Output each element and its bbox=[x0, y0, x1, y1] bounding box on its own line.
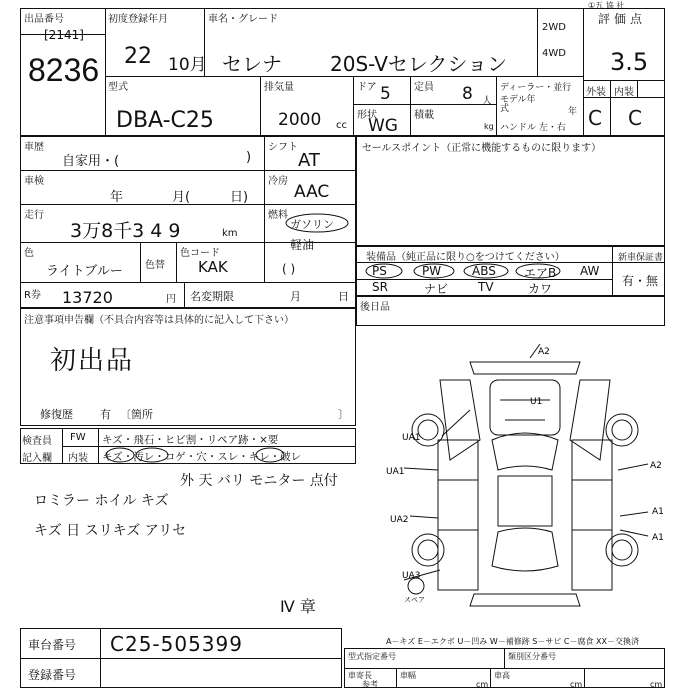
repair-yes: 有 bbox=[100, 408, 111, 421]
dealer-label: ディーラー・並行 bbox=[500, 83, 572, 93]
reg-year: 22 bbox=[124, 44, 152, 69]
inspect-day: 日) bbox=[230, 190, 249, 205]
colorchange-label: 色替 bbox=[145, 260, 165, 271]
recycle-value: 13720 bbox=[62, 288, 113, 307]
mark-ua1-left2: UA1 bbox=[402, 433, 421, 443]
fuel-paren: ( ) bbox=[282, 262, 296, 276]
name-label: 車名・グレード bbox=[208, 14, 278, 25]
fuel-diesel: 軽油 bbox=[290, 238, 315, 252]
inspector-fw: FW bbox=[70, 432, 86, 443]
int-label: 内装 bbox=[614, 87, 634, 98]
hw-line3: キズ 日 スリキズ アリセ bbox=[34, 523, 187, 539]
width-label: 車幅 bbox=[400, 671, 416, 680]
capacity: 8 bbox=[462, 84, 473, 104]
colorcode-label: 色コード bbox=[180, 248, 220, 259]
mark-ua2-left: UA2 bbox=[390, 515, 409, 525]
mark-a1-right2: A1 bbox=[652, 533, 664, 543]
lot-sub: [2141] bbox=[44, 28, 84, 42]
equipment-label: 装備品（純正品に限り○をつけてください） bbox=[366, 252, 565, 263]
hw-line2: ロミラー ホイル キズ bbox=[34, 493, 169, 509]
cap-unit: 人 bbox=[482, 96, 492, 107]
repair-label: 修復歴 bbox=[40, 408, 73, 421]
diagram-legend: A－キズ E－エクボ U－凹み W－補修跡 S－サビ C－腐食 XX－交換済 bbox=[386, 637, 640, 646]
cm-2: cm bbox=[570, 680, 583, 689]
top-right-note: ①五 協 社 bbox=[588, 1, 625, 10]
ref-label-1: 参考 bbox=[362, 680, 378, 689]
disp-label: 排気量 bbox=[264, 82, 294, 93]
eval-label: 評価点 bbox=[598, 12, 647, 26]
recycle-label: R券 bbox=[24, 290, 41, 301]
mark-a1-right1: A1 bbox=[652, 507, 664, 517]
shape-label: 形状 bbox=[357, 110, 377, 121]
class-label: 類別区分番号 bbox=[508, 652, 556, 661]
door-label: ドア bbox=[357, 82, 377, 93]
cm-3: cm bbox=[650, 680, 663, 689]
load-unit: kg bbox=[484, 122, 494, 131]
type-cert-label: 型式指定番号 bbox=[348, 652, 396, 661]
chassis-label: 車台番号 bbox=[28, 638, 77, 652]
eval-score: 3.5 bbox=[610, 48, 649, 76]
stamp-text: 初出品 bbox=[50, 346, 135, 376]
reg-month: 10月 bbox=[168, 55, 207, 75]
rear-label: 後日品 bbox=[360, 302, 390, 313]
equip-ps: PS bbox=[372, 264, 387, 278]
inspector-int-label: 内装 bbox=[68, 453, 88, 464]
inspector-label2: 記入欄 bbox=[22, 453, 52, 464]
mark-a2-right: A2 bbox=[650, 461, 662, 471]
colorcode-value: KAK bbox=[198, 258, 228, 276]
mark-a2-front: A2 bbox=[538, 347, 550, 357]
repair-place: 〔箇所 bbox=[120, 408, 153, 421]
history-label: 車歴 bbox=[24, 142, 44, 153]
grade: 20S-Vセレクション bbox=[330, 52, 508, 76]
handle-label: ハンドル 左・右 bbox=[500, 123, 566, 133]
length-label: 車寄長 bbox=[348, 671, 372, 680]
warranty-label: 新車保証書 bbox=[618, 253, 664, 263]
equipment-circles-icon bbox=[360, 262, 610, 280]
mark-u1: U1 bbox=[530, 397, 543, 407]
namechange-label: 名変期限 bbox=[190, 290, 234, 303]
model-label: 型式 bbox=[108, 82, 128, 93]
color-label: 色 bbox=[24, 248, 34, 259]
notice-title: 注意事項申告欄（不具合内容等は具体的に記入して下さい） bbox=[24, 315, 294, 326]
regnum-label: 登録番号 bbox=[28, 668, 77, 682]
hw-signature: Ⅳ 章 bbox=[280, 597, 316, 616]
cm-1: cm bbox=[476, 680, 489, 689]
equip-sr: SR bbox=[372, 280, 388, 294]
inspect-month: 月( bbox=[172, 190, 191, 205]
mileage-unit: km bbox=[222, 228, 238, 239]
history-close: ) bbox=[246, 150, 252, 165]
modelyear-label: モデル年式 bbox=[500, 95, 536, 114]
mark-ua3-left: UA3 bbox=[402, 571, 421, 581]
int-grade: C bbox=[628, 106, 642, 130]
inspector-circles-icon bbox=[98, 446, 358, 464]
shape: WG bbox=[368, 116, 398, 136]
ext-label: 外装 bbox=[586, 87, 606, 98]
mileage-label: 走行 bbox=[24, 210, 44, 221]
car-name: セレナ bbox=[222, 52, 282, 76]
mark-ua1-left1: UA1 bbox=[386, 467, 405, 477]
doors: 5 bbox=[380, 84, 391, 104]
equip-tv: TV bbox=[478, 280, 494, 294]
recycle-unit: 円 bbox=[166, 294, 176, 305]
height-label: 車高 bbox=[494, 671, 510, 680]
spare-label: スペア bbox=[404, 596, 425, 604]
fuel-gas: ガソリン bbox=[290, 218, 334, 231]
displacement: 2000 bbox=[278, 110, 322, 130]
drive-2wd: 2WD bbox=[542, 22, 566, 33]
ac-label: 冷房 bbox=[268, 176, 288, 187]
fuel-label: 燃料 bbox=[268, 210, 288, 221]
mileage-hw: 3万8千3 4 9 bbox=[70, 220, 181, 242]
reg-label: 初度登録年月 bbox=[108, 14, 168, 25]
shift-value: AT bbox=[298, 150, 320, 171]
shift-label: シフト bbox=[268, 142, 298, 153]
car-diagram bbox=[380, 340, 670, 620]
namechange-month: 月 bbox=[290, 290, 301, 303]
sales-label: セールスポイント（正常に機能するものに限ります） bbox=[362, 143, 602, 154]
namechange-day: 日 bbox=[338, 290, 349, 303]
equip-pw: PW bbox=[422, 264, 442, 278]
inspector-label1: 検査員 bbox=[22, 436, 52, 447]
model: DBA-C25 bbox=[116, 108, 214, 133]
warranty-value: 有・無 bbox=[622, 274, 659, 288]
modelyear-unit: 年 bbox=[568, 107, 578, 117]
disp-unit: cc bbox=[336, 120, 347, 131]
inspect-label: 車検 bbox=[24, 176, 44, 187]
inspector-int-items: キズ・汚レ・コゲ・穴・スレ・キレ・破レ bbox=[102, 451, 302, 463]
inspector-ext-items: キズ・飛石・ヒビ割・リペア跡・×要 bbox=[102, 434, 279, 446]
chassis-value: C25-505399 bbox=[110, 632, 243, 656]
load-label: 積載 bbox=[414, 110, 434, 121]
history-value: 自家用・( bbox=[62, 154, 120, 169]
equip-airbag: エアB bbox=[524, 266, 557, 280]
ext-grade: C bbox=[588, 106, 602, 130]
lot-label: 出品番号 bbox=[24, 14, 64, 25]
fuel-circle-icon bbox=[284, 212, 350, 234]
equip-navi: ナビ bbox=[424, 282, 449, 296]
repair-close: 〕 bbox=[338, 408, 349, 421]
hw-line1: 外 天 バリ モニター 点付 bbox=[180, 473, 338, 489]
equip-leather: カワ bbox=[528, 282, 553, 296]
drive-4wd: 4WD bbox=[542, 48, 566, 59]
lot-number: 8236 bbox=[28, 52, 100, 88]
color-value: ライトブルー bbox=[46, 264, 123, 279]
inspect-year: 年 bbox=[110, 190, 124, 205]
equip-aw: AW bbox=[580, 264, 600, 278]
rear-frame bbox=[356, 296, 665, 326]
ac-value: AAC bbox=[294, 182, 330, 202]
equip-abs: ABS bbox=[472, 264, 496, 278]
cap-label: 定員 bbox=[414, 82, 434, 93]
